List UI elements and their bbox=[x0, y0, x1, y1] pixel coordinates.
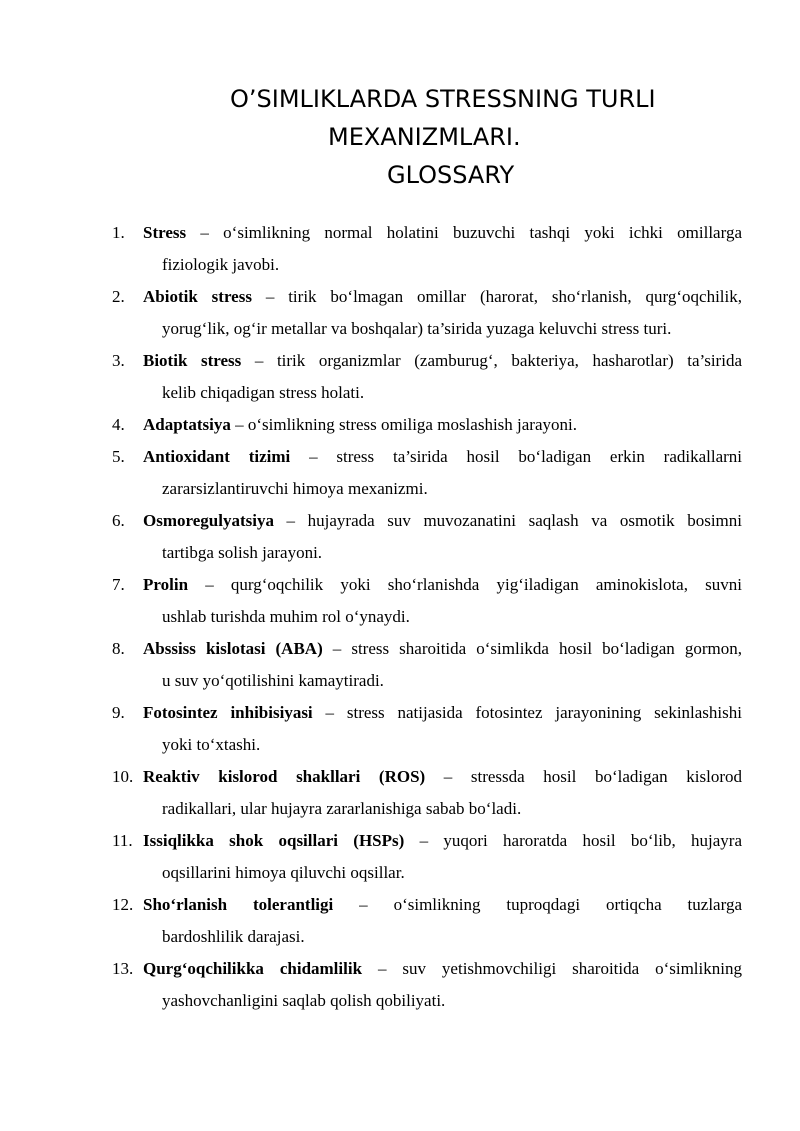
entry-definition-continuation: yashovchanligini saqlab qolish qobiliyati. bbox=[162, 991, 446, 1010]
entry-first-line bbox=[143, 409, 742, 441]
entry-definition-start: – stress ta’sirida hosil bo‘ladigan erkin radikallarni bbox=[290, 447, 743, 466]
glossary-entry bbox=[112, 569, 742, 633]
entry-definition-start: – qurg‘oqchilik yoki sho‘rlanishda yig‘iladigan aminokislota, suvni bbox=[188, 575, 742, 594]
entry-term: Sho‘rlanish tolerantligi bbox=[143, 895, 334, 914]
entry-definition-start: – o‘simlikning normal holatini buzuvchi tashqi yoki ichki omillarga bbox=[186, 223, 742, 242]
entry-first-line bbox=[143, 761, 742, 793]
entry-first-line bbox=[143, 633, 742, 665]
entry-definition-continuation: oqsillarini himoya qiluvchi oqsillar. bbox=[162, 863, 405, 882]
entry-definition-start: – hujayrada suv muvozanatini saqlash va osmotik bosimni bbox=[273, 511, 742, 530]
entry-definition-continuation: kelib chiqadigan stress holati. bbox=[162, 383, 365, 402]
entry-term: Issiqlikka shok oqsillari (HSPs) bbox=[143, 831, 405, 850]
entry-definition-continuation: ushlab turishda muhim rol o‘ynaydi. bbox=[162, 607, 410, 626]
glossary-entry bbox=[112, 697, 742, 761]
entry-number: 3. bbox=[112, 351, 125, 370]
entry-first-line bbox=[143, 281, 742, 313]
entry-term: Reaktiv kislorod shakllari (ROS) bbox=[143, 767, 426, 786]
entry-definition-continuation: yoki to‘xtashi. bbox=[162, 735, 261, 754]
entry-term: Osmoregulyatsiya bbox=[143, 511, 274, 530]
entry-term: Antioxidant tizimi bbox=[143, 447, 291, 466]
entry-first-line bbox=[143, 825, 742, 857]
entry-definition-continuation: bardoshlilik darajasi. bbox=[162, 927, 305, 946]
entry-term: Fotosintez inhibisiyasi bbox=[143, 703, 313, 722]
document-title bbox=[0, 80, 800, 194]
title-line-2: MEXANIZMLARI. bbox=[328, 123, 521, 151]
glossary-entry bbox=[112, 761, 742, 825]
entry-number: 2. bbox=[112, 287, 125, 306]
entry-definition-start: – yuqori haroratda hosil bo‘lib, hujayra bbox=[404, 831, 742, 850]
entry-number: 9. bbox=[112, 703, 125, 722]
entry-definition-start: – suv yetishmovchiligi sharoitida o‘simlikning bbox=[362, 959, 742, 978]
glossary-entry bbox=[112, 825, 742, 889]
entry-term: Qurg‘oqchilikka chidamlilik bbox=[143, 959, 363, 978]
entry-number: 8. bbox=[112, 639, 125, 658]
entry-first-line bbox=[143, 441, 742, 473]
entry-number: 6. bbox=[112, 511, 125, 530]
entry-definition-start: – o‘simlikning tuproqdagi ortiqcha tuzlarga bbox=[333, 895, 742, 914]
entry-number: 7. bbox=[112, 575, 125, 594]
glossary-entry bbox=[112, 633, 742, 697]
glossary-entry bbox=[112, 505, 742, 569]
entry-definition-continuation: u suv yo‘qotilishini kamaytiradi. bbox=[162, 671, 384, 690]
entry-first-line bbox=[143, 953, 742, 985]
entry-first-line bbox=[143, 345, 742, 377]
entry-number: 4. bbox=[112, 415, 125, 434]
entry-definition-start: – o‘simlikning stress omiliga moslashish jarayoni. bbox=[230, 415, 577, 434]
entry-definition-start: – stress natijasida fotosintez jarayonining sekinlashishi bbox=[312, 703, 742, 722]
entry-first-line bbox=[143, 697, 742, 729]
glossary-entry bbox=[112, 217, 742, 281]
entry-first-line bbox=[143, 217, 742, 249]
glossary-entry bbox=[112, 441, 742, 505]
title-line-1: O’SIMLIKLARDA STRESSNING TURLI bbox=[230, 85, 656, 113]
glossary-entry bbox=[112, 409, 742, 441]
glossary-list bbox=[112, 217, 742, 1017]
entry-term: Biotik stress bbox=[143, 351, 242, 370]
entry-definition-continuation: zararsizlantiruvchi himoya mexanizmi. bbox=[162, 479, 428, 498]
entry-definition-continuation: radikallari, ular hujayra zararlanishiga sabab bo‘ladi. bbox=[162, 799, 522, 818]
entry-number: 11. bbox=[112, 831, 133, 850]
entry-term: Stress bbox=[143, 223, 187, 242]
glossary-entry bbox=[112, 953, 742, 1017]
entry-definition-start: – stress sharoitida o‘simlikda hosil bo‘ladigan gormon, bbox=[322, 639, 742, 658]
entry-number: 12. bbox=[112, 895, 134, 914]
glossary-entry bbox=[112, 281, 742, 345]
entry-term: Abiotik stress bbox=[143, 287, 252, 306]
entry-number: 5. bbox=[112, 447, 125, 466]
title-line-3: GLOSSARY bbox=[387, 161, 515, 189]
entry-definition-continuation: yorug‘lik, og‘ir metallar va boshqalar) ta’sirida yuzaga keluvchi stress turi. bbox=[162, 319, 672, 338]
glossary-entry bbox=[112, 889, 742, 953]
entry-definition-continuation: fiziologik javobi. bbox=[162, 255, 280, 274]
entry-first-line bbox=[143, 505, 742, 537]
entry-first-line bbox=[143, 889, 742, 921]
entry-definition-start: – tirik organizmlar (zamburug‘, bakteriya, hasharotlar) ta’sirida bbox=[241, 351, 742, 370]
entry-first-line bbox=[143, 569, 742, 601]
entry-number: 10. bbox=[112, 767, 134, 786]
entry-number: 1. bbox=[112, 223, 125, 242]
entry-number: 13. bbox=[112, 959, 134, 978]
entry-definition-start: – stressda hosil bo‘ladigan kislorod bbox=[425, 767, 742, 786]
entry-term: Adaptatsiya bbox=[143, 415, 231, 434]
entry-definition-start: – tirik bo‘lmagan omillar (harorat, sho‘rlanish, qurg‘oqchilik, bbox=[251, 287, 743, 306]
entry-term: Abssiss kislotasi (ABA) bbox=[143, 639, 323, 658]
glossary-entry bbox=[112, 345, 742, 409]
entry-definition-continuation: tartibga solish jarayoni. bbox=[162, 543, 323, 562]
entry-term: Prolin bbox=[143, 575, 189, 594]
